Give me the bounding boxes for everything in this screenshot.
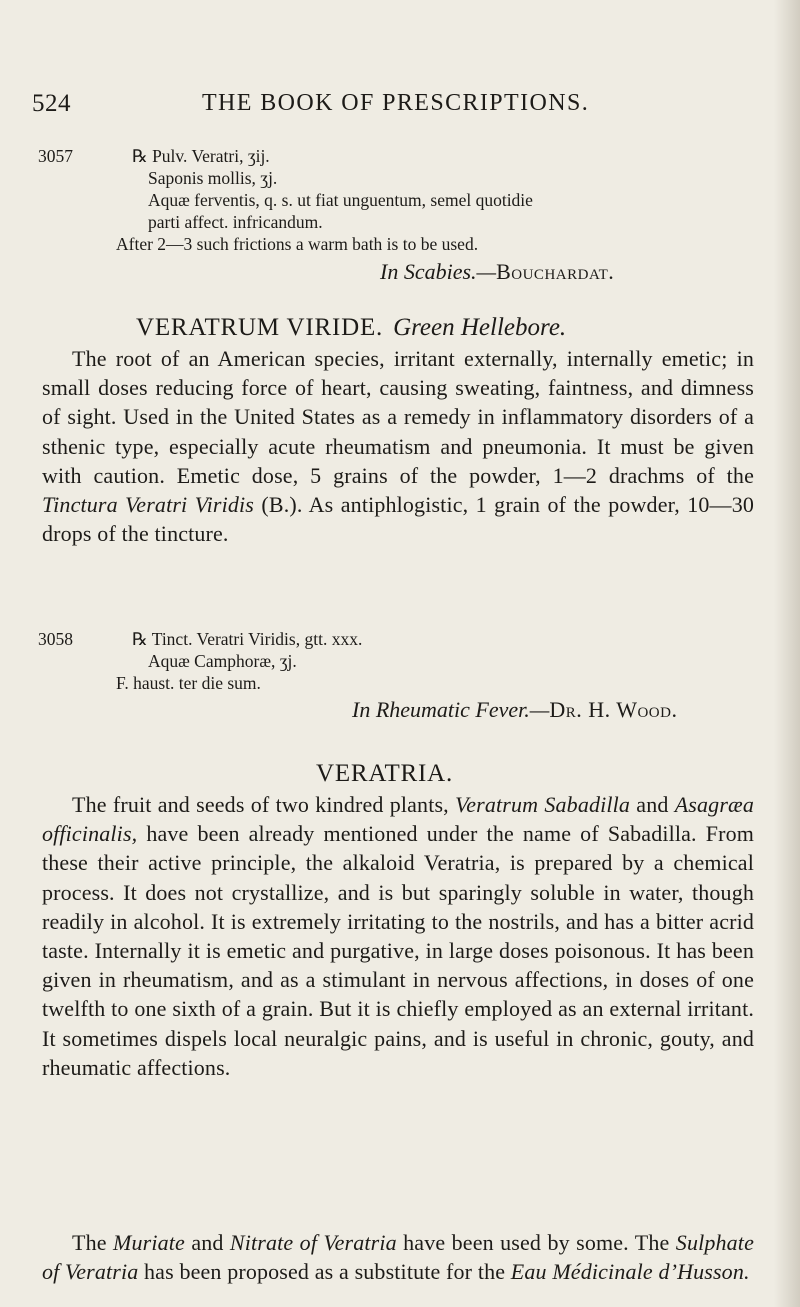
indication: In Rheumatic Fever.— bbox=[352, 697, 550, 722]
page-edge-shadow bbox=[774, 0, 800, 1307]
indication: In Scabies.— bbox=[380, 259, 497, 284]
text-run: The bbox=[72, 1230, 114, 1255]
text-run: The root of an American species, irritant externally, internally emetic; in small doses reducing force of heart, causing sweating, faintness, and dimness of sight. Used in the United States as a remedy in inflammatory disorders of a sthenic type, especially acute rheumatism and pneumonia. It must be given with caution. Emetic dose, 5 grains of the powder, 1—2 drachms of the bbox=[42, 346, 754, 488]
text-run: have been used by some. The bbox=[396, 1230, 676, 1255]
heading-common-name: Green Hellebore. bbox=[393, 314, 567, 341]
italic-term: Eau Médicinale d’Husson. bbox=[510, 1259, 750, 1285]
page-header bbox=[32, 90, 752, 122]
italic-term: Sulphate of Veratria bbox=[42, 1230, 754, 1285]
prescription-line: ℞ Tinct. Veratri Viridis, gtt. xxx. bbox=[132, 629, 363, 649]
heading-text: VERATRIA. bbox=[316, 760, 454, 787]
text-run: have been already mentioned under the name of Sabadilla. From these their active principle, the alkaloid Veratria, is prepared by a chemical process. It does not crystallize, and is but sparingly soluble in water, though readily in alcohol. It is extremely irritating to the nostrils, and has a bitter acrid taste. Internally it is emetic and purgative, in large doses poisonous. It has been given in rheumatism, and as a stimulant in nervous affections, in doses of one twelfth to one sixth of a grain. But it is chiefly employed as an external irritant. It sometimes dispels local neuralgic pains, and is useful in chronic, gouty, and rheumatic affections. bbox=[42, 821, 754, 1080]
italic-term: Asagræa officinalis, bbox=[42, 792, 755, 847]
italic-term: Tinctura Veratri Viridis bbox=[42, 492, 255, 518]
heading-text: VERATRUM VIRIDE. bbox=[136, 314, 384, 341]
running-title: THE BOOK OF PRESCRIPTIONS. bbox=[202, 90, 590, 116]
paragraph-veratria-2 bbox=[42, 1228, 754, 1286]
prescription-line: Aquæ ferventis, q. s. ut fiat unguentum, semel quotidie bbox=[148, 190, 533, 210]
prescription-line: F. haust. ter die sum. bbox=[116, 673, 261, 693]
prescription-signature bbox=[352, 697, 677, 723]
prescription-line: ℞ Pulv. Veratri, ʒij. bbox=[132, 146, 270, 166]
paragraph-veratrum-viride bbox=[42, 344, 754, 548]
prescription-signature bbox=[380, 259, 614, 285]
text-run: and bbox=[184, 1230, 230, 1255]
italic-term: Muriate bbox=[113, 1230, 185, 1255]
page-number: 524 bbox=[32, 90, 71, 117]
text-run: (B.). As antiphlogistic, 1 grain of the powder, 10—30 drops of the tincture. bbox=[42, 492, 754, 547]
italic-term: Nitrate of Veratria bbox=[229, 1230, 397, 1255]
prescription-line: Aquæ Camphoræ, ʒj. bbox=[148, 651, 297, 671]
prescription-line: Saponis mollis, ʒj. bbox=[148, 168, 278, 188]
author: Bouchardat. bbox=[496, 259, 615, 284]
prescription-number: 3057 bbox=[38, 146, 73, 166]
text-run: The fruit and seeds of two kindred plants, bbox=[72, 792, 456, 817]
prescription-line: After 2—3 such frictions a warm bath is to be used. bbox=[116, 234, 479, 254]
prescription-number: 3058 bbox=[38, 629, 73, 649]
prescription-line: parti affect. infricandum. bbox=[148, 212, 323, 232]
author: Dr. H. Wood. bbox=[549, 697, 678, 722]
section-heading-veratrum-viride bbox=[136, 314, 566, 342]
paragraph-veratria-1 bbox=[42, 790, 754, 1082]
italic-term: Veratrum Sabadilla bbox=[455, 792, 631, 817]
text-run: and bbox=[630, 792, 675, 817]
text-run: has been proposed as a substitute for the bbox=[138, 1259, 511, 1285]
section-heading-veratria bbox=[316, 760, 453, 788]
